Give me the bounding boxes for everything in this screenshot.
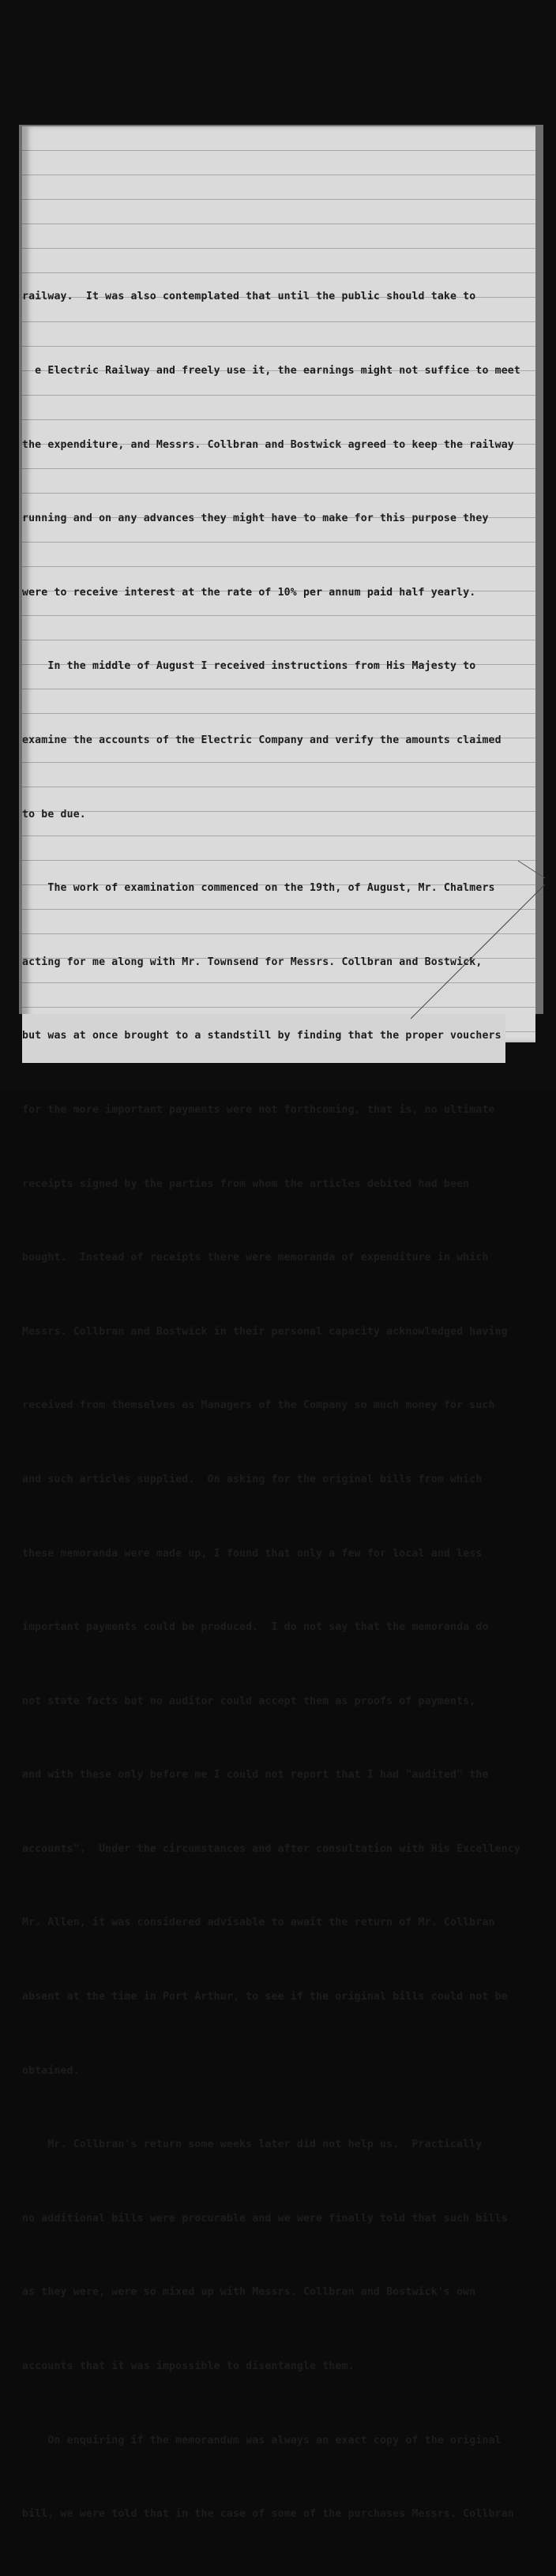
text-line: but was at once brought to a standstill by finding that the proper vouchers [22, 1030, 502, 1042]
text-line: Messrs. Collbran and Bostwick in their personal capacity acknowledged having [22, 1325, 508, 1338]
text-line: not state facts but no auditor could accept them as proofs of payments, [22, 1695, 476, 1707]
text-line: the expenditure, and Messrs. Collbran and Bostwick agreed to keep the railway [22, 438, 514, 451]
text-line: were to receive interest at the rate of 10% per annum paid half yearly. [22, 586, 476, 599]
text-line: The work of examination commenced on the 19th, of August, Mr. Chalmers [22, 882, 495, 895]
text-line: bought. Instead of receipts there were memoranda of expenditure in which [22, 1252, 489, 1264]
text-line: received from themselves as Managers of the Company so much money for such [22, 1399, 495, 1412]
text-line: acting for me along with Mr. Townsend for Messrs. Collbran and Bostwick, [22, 956, 483, 968]
text-line: no additional bills were procurable and we were finally told that such bills [22, 2212, 508, 2225]
text-line: and with these only before me I could not report that I had "audited" the [22, 1769, 489, 1782]
text-line: On enquiring if the memorandum was always an exact copy of the original [22, 2434, 502, 2446]
text-line: examine the accounts of the Electric Company and verify the amounts claimed [22, 734, 502, 746]
text-line: railway. It was also contemplated that until the public should take to [22, 291, 476, 303]
text-line: Mr. Collbran's return some weeks later did not help us. Practically [22, 2139, 483, 2151]
text-line: running and on any advances they might have to make for this purpose they [22, 513, 489, 525]
text-line: for the more important payments were not forthcoming, that is, no ultimate [22, 1103, 495, 1116]
text-line: and such articles supplied. On asking for the original bills from which [22, 1473, 483, 1485]
text-line: these memoranda were made up, I found that only a few for local and less [22, 1547, 483, 1560]
text-line: receipts signed by the parties from whom the articles debited had been [22, 1177, 470, 1190]
text-line: bill, we were told that in the case of some of the purchases Messrs. Collbran [22, 2508, 514, 2521]
text-line: e Electric Railway and freely use it, the earnings might not suffice to meet [22, 365, 520, 377]
text-line: absent at the time in Port Arthur, to see if the original bills could not be [22, 1991, 508, 2003]
text-line: Mr. Allen, it was considered advisable to await the return of Mr. Collbran [22, 1917, 495, 1929]
text-line: as they were, were so mixed up with Messrs. Collbran and Bostwick's own [22, 2286, 476, 2299]
text-line: obtained. [22, 2064, 80, 2077]
text-line: important payments could be produced. I do not say that the memoranda do [22, 1621, 489, 1634]
letter-body [22, 235, 550, 2576]
text-line: accounts". Under the circumstances and after consultation with His Excellency [22, 1842, 520, 1855]
text-line: accounts that it was impossible to disentangle them. [22, 2360, 355, 2373]
text-line: In the middle of August I received instructions from His Majesty to [22, 660, 476, 673]
text-line: to be due. [22, 808, 86, 820]
